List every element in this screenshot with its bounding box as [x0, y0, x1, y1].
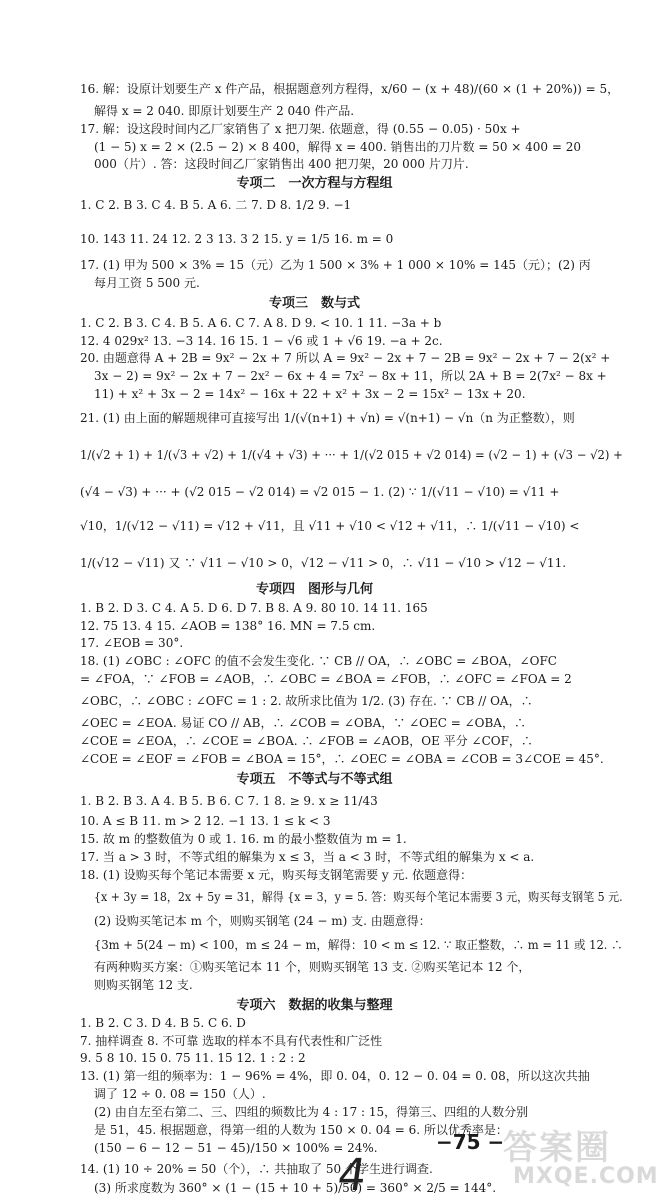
section5-line-5: 18. (1) 设购买每个笔记本需要 x 元，购买每支钢笔需要 y 元. 依题意得： [80, 868, 473, 882]
section-heading-4: 专项四 图形与几何 [255, 582, 373, 597]
section5-line-1: 1. B 2. B 3. A 4. B 5. B 6. C 7. 1 8. ≥ 9. x ≥ 11/43 [80, 794, 378, 808]
answer-16-line-1: 16. 解：设原计划要生产 x 件产品，根据题意列方程得，x/60 − (x + 48)/(60 × (1 + 20%)) = 5， [80, 82, 620, 96]
section5-line-2: 10. A ≤ B 11. m > 2 12. −1 13. 1 ≤ k < 3 [80, 814, 331, 828]
section-heading-6: 专项六 数据的收集与整理 [236, 998, 393, 1013]
section5-line-9: 有两种购买方案：①购买笔记本 11 个，则购买钢笔 13 支. ②购买笔记本 12 个， [94, 960, 531, 974]
section6-line-4: 13. (1) 第一组的频率为：1 − 96% = 4%，即 0. 04，0. 12 − 0. 04 = 0. 08，所以这次共抽 [80, 1069, 590, 1083]
section5-line-3: 15. 故 m 的整数值为 0 或 1. 16. m 的最小整数值为 m = 1. [80, 832, 407, 846]
section3-line-1: 1. C 2. B 3. C 4. B 5. A 6. C 7. A 8. D 9. < 10. 1 11. −3a + b [80, 316, 442, 330]
section-heading-5: 专项五 不等式与不等式组 [236, 772, 393, 787]
section3-line-7: 1/(√2 + 1) + 1/(√3 + √2) + 1/(√4 + √3) + ··· + 1/(√2 015 + √2 014) = (√2 − 1) + (√3 − √2) + [80, 448, 623, 462]
watermark-line-2: MXQE.COM [513, 1164, 659, 1189]
section2-line-4: 每月工资 5 500 元. [94, 276, 200, 290]
section6-line-2: 7. 抽样调查 8. 不可靠 选取的样本不具有代表性和广泛性 [80, 1034, 383, 1048]
section-heading-2: 专项二 一次方程与方程组 [236, 176, 393, 191]
section6-line-9: 14. (1) 10 ÷ 20% = 50（个），∴ 共抽取了 50 个学生进行调查. [80, 1162, 433, 1176]
section4-line-4: 18. (1) ∠OBC : ∠OFC 的值不会发生变化. ∵ CB // OA，∴ ∠OBC = ∠BOA，∠OFC [80, 654, 557, 668]
section3-line-10: 1/(√12 − √11) 又 ∵ √11 − √10 > 0，√12 − √11 > 0，∴ √11 − √10 > √12 − √11. [80, 556, 567, 570]
section3-line-5: 11) + x² + 3x − 2 = 14x² − 16x + 22 + x² + 3x − 2 = 15x² − 13x + 20. [94, 387, 526, 401]
section6-line-7: 是 51，45. 根据题意，得第一组的人数为 150 × 0. 04 = 6. 所以优秀率是： [94, 1123, 508, 1137]
section2-line-3: 17. (1) 甲为 500 × 3% = 15（元）乙为 1 500 × 3% + 1 000 × 10% = 145（元）；(2) 丙 [80, 258, 591, 272]
section5-line-4: 17. 当 a > 3 时，不等式组的解集为 x ≤ 3，当 a < 3 时，不等式组的解集为 x < a. [80, 850, 535, 864]
watermark-logo [503, 1120, 659, 1196]
section4-line-1: 1. B 2. D 3. C 4. A 5. D 6. D 7. B 8. A 9. 80 10. 14 11. 165 [80, 601, 428, 615]
section6-line-10: (3) 所求度数为 360° × (1 − (15 + 10 + 5)/50) = 360° × 2/5 = 144°. [94, 1181, 497, 1195]
section5-line-6: {x + 3y = 18，2x + 5y = 31，解得 {x = 3，y = 5. 答：购买每个笔记本需要 3 元，购买每支钢笔 5 元. [94, 890, 623, 904]
answer-17-line-3: 000（片）. 答：这段时间乙厂家销售出 400 把刀架，20 000 片刀片. [94, 157, 469, 171]
section4-line-2: 12. 75 13. 4 15. ∠AOB = 138° 16. MN = 7.5 cm. [80, 619, 376, 633]
section3-line-4: 3x − 2) = 9x² − 2x + 7 − 2x² − 6x + 4 = 7x² − 8x + 11，所以 2A + B = 2(7x² − 8x + [94, 369, 607, 383]
section2-line-1: 1. C 2. B 3. C 4. B 5. A 6. 二 7. D 8. 1/2 9. −1 [80, 198, 352, 212]
answer-17-line-2: (1 − 5) x = 2 × (2.5 − 2) × 8 400，解得 x = 400. 销售出的刀片数 = 50 × 400 = 20 [94, 140, 581, 154]
section3-line-2: 12. 4 029x² 13. −3 14. 16 15. 1 − √6 或 1 + √6 19. −a + 2c. [80, 334, 443, 348]
section5-line-10: 则购买钢笔 12 支. [94, 978, 193, 992]
section5-line-8: {3m + 5(24 − m) < 100，m ≤ 24 − m，解得：10 < m ≤ 12. ∵ 取正整数，∴ m = 11 或 12. ∴ [94, 938, 623, 952]
handwritten-mark: 4 [334, 1150, 370, 1201]
watermark-line-1: 答案圈 [503, 1128, 611, 1168]
section4-line-8: ∠COE = ∠EOA，∴ ∠COE = ∠BOA. ∴ ∠FOB = ∠AOB，OE 平分 ∠COF，∴ [80, 734, 533, 748]
section4-line-9: ∠COE = ∠EOF = ∠FOB = ∠BOA = 15°，∴ ∠OEC = ∠OBA = ∠COB = 3∠COE = 45°. [80, 752, 604, 766]
answer-16-line-2: 解得 x = 2 040. 即原计划要生产 2 040 件产品. [94, 104, 355, 118]
section6-line-3: 9. 5 8 10. 15 0. 75 11. 15 12. 1 : 2 : 2 [80, 1051, 306, 1065]
section4-line-3: 17. ∠EOB = 30°. [80, 636, 184, 650]
section3-line-9: √10，1/(√12 − √11) = √12 + √11，且 √11 + √10 < √12 + √11，∴ 1/(√11 − √10) < [80, 519, 580, 533]
section6-line-6: (2) 由自左至右第二、三、四组的频数比为 4 : 17 : 15，得第三、四组的人数分别 [94, 1105, 529, 1119]
section3-line-6: 21. (1) 由上面的解题规律可直接写出 1/(√(n+1) + √n) = √(n+1) − √n（n 为正整数），则 [80, 411, 575, 425]
section5-line-7: (2) 设购买笔记本 m 个，则购买钢笔 (24 − m) 支. 由题意得： [94, 914, 431, 928]
section-heading-3: 专项三 数与式 [268, 296, 360, 311]
section3-line-3: 20. 由题意得 A + 2B = 9x² − 2x + 7 所以 A = 9x² − 2x + 7 − 2B = 9x² − 2x + 7 − 2(x² + [80, 351, 611, 365]
section4-line-5: = ∠FOA，∵ ∠FOB = ∠AOB，∴ ∠OBC = ∠BOA = ∠FOB，∴ ∠OFC = ∠FOA = 2 [80, 672, 572, 686]
section6-line-8: (150 − 6 − 12 − 51 − 45)/150 × 100% = 24%. [94, 1141, 378, 1155]
section6-line-5: 调了 12 ÷ 0. 08 = 150（人）. [94, 1087, 266, 1101]
answer-17-line-1: 17. 解：设这段时间内乙厂家销售了 x 把刀架. 依题意，得 (0.55 − 0.05) · 50x + [80, 122, 521, 136]
page-number: −75 − [436, 1130, 505, 1154]
section4-line-6: ∠OBC，∴ ∠OBC : ∠OFC = 1 : 2. 故所求比值为 1/2. (3) 存在. ∵ CB // OA，∴ [80, 694, 533, 708]
section6-line-1: 1. B 2. C 3. D 4. B 5. C 6. D [80, 1016, 246, 1030]
section3-line-8: (√4 − √3) + ··· + (√2 015 − √2 014) = √2 015 − 1. (2) ∵ 1/(√11 − √10) = √11 + [80, 485, 560, 499]
section2-line-2: 10. 143 11. 24 12. 2 3 13. 3 2 15. y = 1/5 16. m = 0 [80, 232, 394, 246]
section4-line-7: ∠OEC = ∠EOA. 易证 CO // AB，∴ ∠COB = ∠OBA，∵ ∠OEC = ∠OBA，∴ [80, 716, 526, 730]
